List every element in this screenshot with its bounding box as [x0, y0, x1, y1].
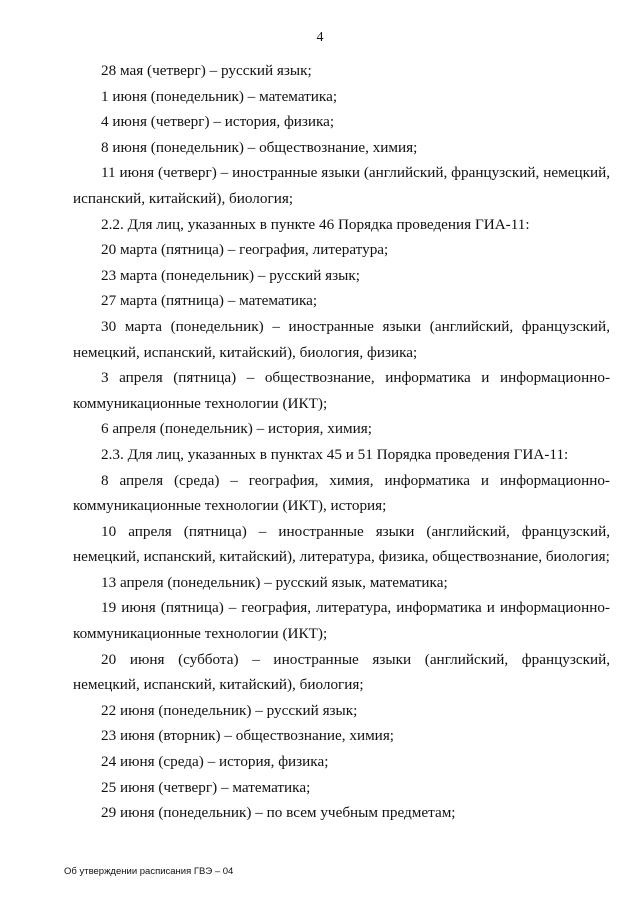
schedule-line: 13 апреля (понедельник) – русский язык, математика;	[101, 573, 448, 591]
schedule-line: 23 марта (понедельник) – русский язык;	[101, 266, 360, 284]
page-number: 4	[316, 30, 324, 45]
schedule-line: 8 июня (понедельник) – обществознание, химия;	[101, 138, 418, 156]
schedule-line: 23 июня (вторник) – обществознание, химия;	[101, 727, 395, 745]
schedule-line: 20 июня (суббота) – иностранные языки (английский, французский, немецкий, испанский, китайский), биология;	[73, 650, 610, 694]
schedule-line: 10 апреля (пятница) – иностранные языки (английский, французский, немецкий, испанский, китайский), литература, физика, обществознание, биология;	[73, 522, 610, 566]
schedule-line: 30 марта (понедельник) – иностранные языки (английский, французский, немецкий, испанский, китайский), биология, физика;	[73, 317, 610, 361]
schedule-line: 28 мая (четверг) – русский язык;	[101, 62, 312, 79]
schedule-line: 6 апреля (понедельник) – история, химия;	[101, 420, 372, 438]
schedule-line: 11 июня (четверг) – иностранные языки (английский, французский, немецкий, испанский, китайский), биология;	[73, 164, 610, 207]
document-body	[73, 58, 610, 826]
schedule-line: 3 апреля (пятница) – обществознание, информатика и информационно-коммуникационные технологии (ИКТ);	[73, 369, 610, 412]
schedule-line: 22 июня (понедельник) – русский язык;	[101, 701, 358, 719]
schedule-line: 4 июня (четверг) – история, физика;	[101, 113, 335, 131]
schedule-line: 19 июня (пятница) – география, литература, информатика и информационно-коммуникационные технологии (ИКТ);	[73, 599, 610, 643]
schedule-line: 1 июня (понедельник) – математика;	[101, 87, 338, 105]
schedule-line: 24 июня (среда) – история, физика;	[101, 753, 329, 771]
schedule-line: 29 июня (понедельник) – по всем учебным предметам;	[101, 804, 456, 822]
schedule-line: 20 марта (пятница) – география, литература;	[101, 241, 389, 259]
schedule-line: 8 апреля (среда) – география, химия, информатика и информационно-коммуникационные технологии (ИКТ), история;	[73, 471, 610, 515]
schedule-line: 25 июня (четверг) – математика;	[101, 778, 311, 796]
document-footer: Об утверждении расписания ГВЭ – 04	[64, 866, 234, 877]
schedule-line: 27 марта (пятница) – математика;	[101, 292, 318, 310]
section-heading: 2.2. Для лиц, указанных в пункте 46 Порядка проведения ГИА-11:	[101, 215, 530, 233]
section-heading: 2.3. Для лиц, указанных в пунктах 45 и 51 Порядка проведения ГИА-11:	[101, 445, 569, 463]
